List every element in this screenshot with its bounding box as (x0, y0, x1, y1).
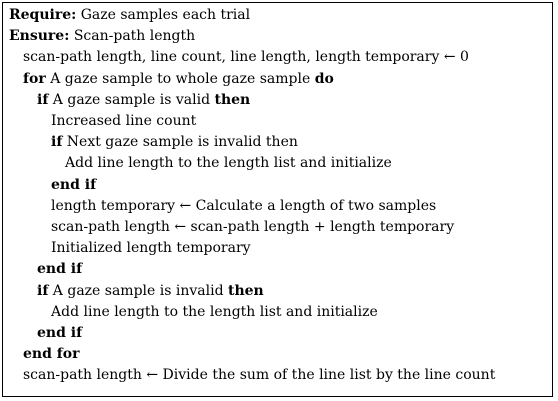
algorithm-line (51, 175, 96, 195)
algorithm-keyword: for (23, 70, 46, 87)
algorithm-line (51, 302, 378, 322)
algorithm-text: Next gaze sample is invalid then (62, 134, 298, 151)
algorithm-text: Add line length to the length list and initialize (65, 155, 392, 172)
algorithm-text: A gaze sample is valid (48, 91, 215, 108)
algorithm-line (37, 281, 264, 301)
algorithm-line (23, 344, 80, 364)
algorithm-line (65, 153, 392, 173)
algorithm-line (23, 69, 334, 89)
algorithm-line (51, 111, 196, 131)
algorithm-text: scan-path length ← scan-path length + length temporary (51, 219, 455, 235)
algorithm-line (37, 259, 82, 279)
algorithm-line (23, 47, 469, 67)
algorithm-keyword: do (314, 70, 334, 87)
algorithm-keyword: end if (37, 325, 83, 341)
algorithm-keyword: Require: (9, 7, 77, 23)
algorithm-text: Initialized length temporary (51, 240, 251, 257)
algorithm-text: Add line length to the length list and initialize (51, 303, 378, 320)
algorithm-keyword: if (37, 282, 49, 299)
algorithm-line (9, 5, 250, 25)
algorithm-line (51, 217, 454, 237)
algorithm-keyword: if (51, 134, 63, 151)
algorithm-text: A gaze sample to whole gaze sample (45, 70, 315, 87)
algorithm-text: scan-path length ← Divide the sum of the line list by the line count (23, 367, 496, 384)
algorithm-line (23, 365, 495, 385)
algorithm-keyword: end if (37, 261, 83, 278)
algorithm-keyword: then (214, 91, 251, 108)
algorithm-keyword: end if (51, 176, 97, 193)
algorithm-keyword: if (37, 91, 49, 108)
algorithm-keyword: Ensure: (9, 28, 70, 45)
algorithm-text: Scan-path length (69, 28, 196, 45)
algorithm-keyword: end for (23, 346, 80, 363)
algorithm-line (51, 238, 251, 258)
algorithm-line (37, 323, 82, 343)
algorithm-keyword: then (228, 282, 264, 299)
algorithm-text: length temporary ← Calculate a length of two samples (51, 197, 437, 214)
algorithm-text: Increased line count (51, 113, 197, 129)
algorithm-text: scan-path length, line count, line length, length temporary ← 0 (23, 49, 469, 66)
algorithm-line (51, 196, 436, 216)
algorithm-line (9, 26, 195, 46)
algorithm-line (51, 132, 298, 152)
algorithm-text: A gaze sample is invalid (48, 282, 228, 299)
algorithm-box (2, 2, 553, 397)
algorithm-line (37, 90, 250, 110)
algorithm-text: Gaze samples each trial (76, 7, 251, 23)
